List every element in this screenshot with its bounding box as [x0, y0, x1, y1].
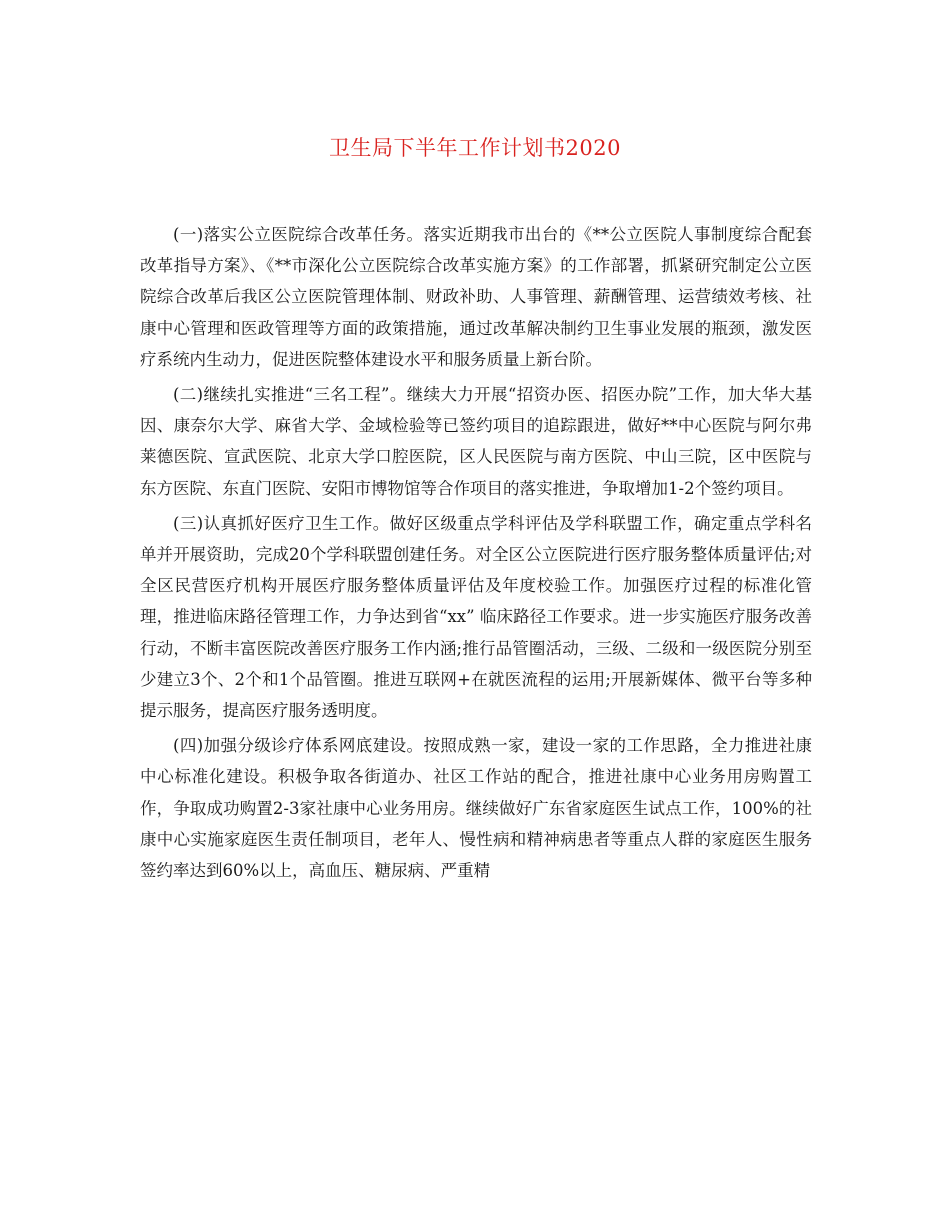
document-body [140, 219, 812, 890]
document-title: 卫生局下半年工作计划书2020 [329, 136, 621, 160]
paragraph-4: (四)加强分级诊疗体系网底建设。按照成熟一家，建设一家的工作思路，全力推进社康中心标准化建设。积极争取各街道办、社区工作站的配合，推进社康中心业务用房购置工作，争取成功购置2-3家社康中心业务用房。继续做好广东省家庭医生试点工作，100%的社康中心实施家庭医生责任制项目，老年人、慢性病和精神病患者等重点人群的家庭医生服务签约率达到60%以上，高血压、糖尿病、严重精 [140, 736, 812, 881]
paragraph-2: (二)继续扎实推进“三名工程”。继续大力开展“招资办医、招医办院”工作，加大华大基因、康奈尔大学、麻省大学、金域检验等已签约项目的追踪跟进，做好**中心医院与阿尔弗莱德医院、宣武医院、北京大学口腔医院，区人民医院与南方医院、中山三院，区中医院与东方医院、东直门医院、安阳市博物馆等合作项目的落实推进，争取增加1-2个签约项目。 [140, 385, 812, 498]
paragraph-3: (三)认真抓好医疗卫生工作。做好区级重点学科评估及学科联盟工作，确定重点学科名单并开展资助，完成20个学科联盟创建任务。对全区公立医院进行医疗服务整体质量评估;对全区民营医疗机构开展医疗服务整体质量评估及年度校验工作。加强医疗过程的标准化管理，推进临床路径管理工作，力争达到省“xx” 临床路径工作要求。进一步实施医疗服务改善行动，不断丰富医院改善医疗服务工作内涵;推行品管圈活动，三级、二级和一级医院分别至少建立3个、2个和1个品管圈。推进互联网+在就医流程的运用;开展新媒体、微平台等多种提示服务，提高医疗服务透明度。 [140, 513, 812, 721]
paragraph-1: (一)落实公立医院综合改革任务。落实近期我市出台的《**公立医院人事制度综合配套改革指导方案》、《**市深化公立医院综合改革实施方案》的工作部署，抓紧研究制定公立医院综合改革后我区公立医院管理体制、财政补助、人事管理、薪酬管理、运营绩效考核、社康中心管理和医政管理等方面的政策措施，通过改革解决制约卫生事业发展的瓶颈，激发医疗系统内生动力，促进医院整体建设水平和服务质量上新台阶。 [140, 225, 812, 369]
